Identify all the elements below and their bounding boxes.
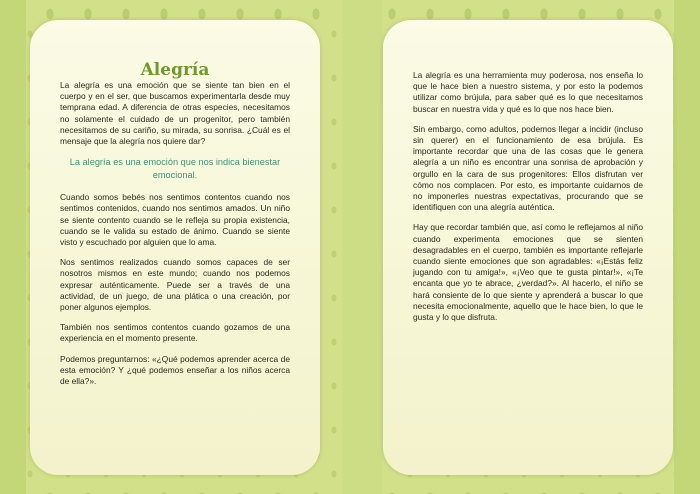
right-page — [383, 20, 673, 475]
paragraph: La alegría es una emoción que se siente tan bien en el cuerpo y en el ser, que buscamos experimentarla desde muy temprana edad. A diferencia de otras especies, necesitamos no solamente el cuidado de un progenitor, pero también necesitamos de su cariño, su mirada, su sonrisa. ¿Cuál es el mensaje que la alegría nos quiere dar? — [60, 80, 290, 147]
background-stripe-left — [0, 0, 26, 494]
paragraph: Sin embargo, como adultos, podemos llegar a incidir (incluso sin querer) en el funcionamiento de esa brújula. Es importante recordar que una de las cosas que le genera alegría a un niño es encontrar una sonrisa de aprobación y orgullo en la cara de sus progenitores: Ellos disfrutan ver cómo nos complacen. Por esto, es importante cuidarnos de no imponerles nuestras expectativas, procurando que se identifiquen con una alegría auténtica. — [413, 123, 643, 213]
paragraph: Hay que recordar también que, así como le reflejamos al niño cuando experimenta emociones que se sienten desagradables en el cuerpo, también es importante reflejarle cuando siente emociones que son agradables: «¡Estás feliz jugando con tu amiga!», «¡Veo que te gusta pintar!», «¡Te encanta que yo te abrace, ¿verdad?». Al hacerlo, el niño se hará consiente de lo que siente y aprenderá a buscar lo que necesita emocionalmente, aquello que le hace bien, lo que le gusta y lo que disfruta. — [413, 222, 643, 323]
left-page — [30, 20, 320, 475]
paragraph: La alegría es una herramienta muy poderosa, nos enseña lo que le hace bien a nuestro sistema, y por esto la podemos utilizar como brújula, para saber qué es lo que necesitamos buscar en nuestra vida y qué es lo que nos hace bien. — [413, 70, 643, 114]
page-gutter — [342, 0, 382, 494]
paragraph: Nos sentimos realizados cuando somos capaces de ser nosotros mismos en este mundo; cuando nos podemos expresar auténticamente. Puede ser a través de una actividad, de un juego, de una plática o una creación, por poner algunos ejemplos. — [60, 257, 290, 313]
paragraph: También nos sentimos contentos cuando gozamos de una experiencia en el momento presente. — [60, 322, 290, 344]
paragraph: Cuando somos bebés nos sentimos contentos cuando nos sentimos contenidos, cuando nos sentimos amados. Un niño se siente contento cuando se le refleja su propia existencia, cuando se le valida su estado de ánimo. Cuando se siente visto y escuchado por alguien que lo ama. — [60, 192, 290, 248]
page-title: Alegría — [140, 60, 210, 80]
paragraph: Podemos preguntarnos: «¿Qué podemos aprender acerca de esta emoción? Y ¿qué podemos enseñar a los niños acerca de ella?». — [60, 353, 290, 387]
background-stripe-right — [674, 0, 700, 494]
highlight-quote: La alegría es una emoción que nos indica bienestar emocional. — [69, 157, 281, 180]
left-page-content — [60, 80, 290, 396]
right-page-content — [413, 70, 643, 332]
